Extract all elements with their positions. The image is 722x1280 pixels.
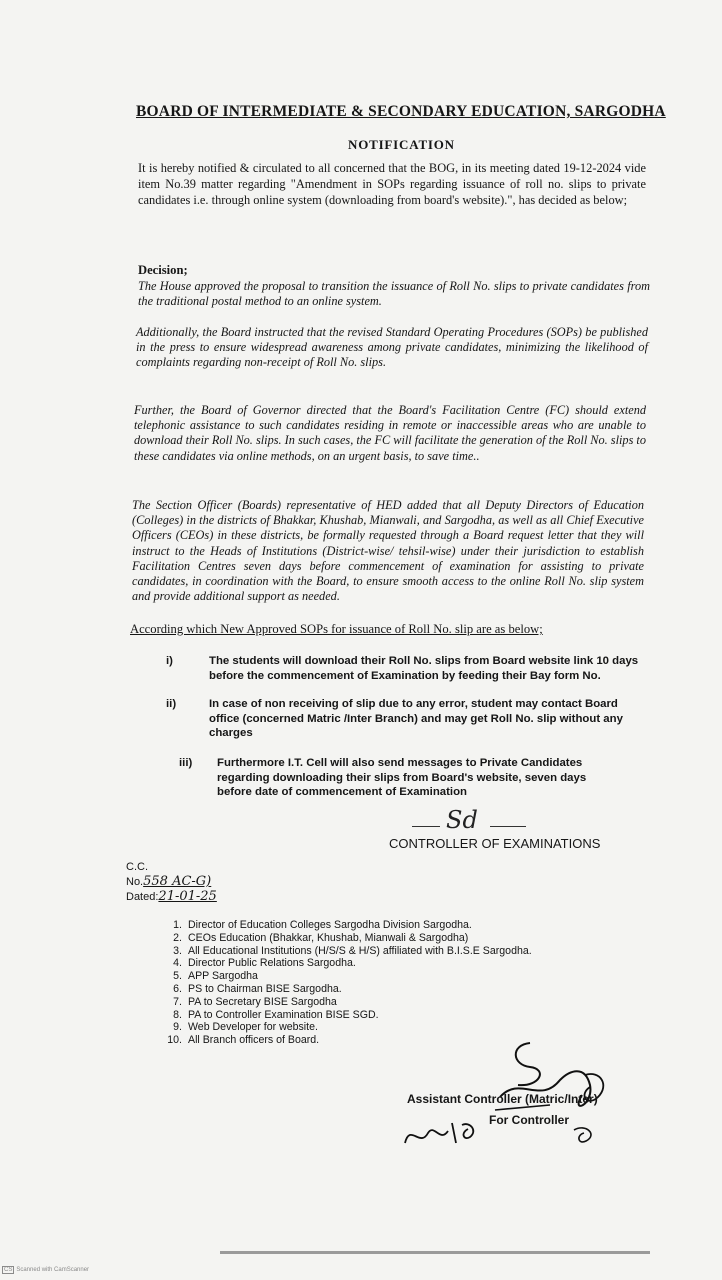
- sop-number: i): [166, 655, 173, 667]
- cc-number: [126, 874, 211, 889]
- board-title: BOARD OF INTERMEDIATE & SECONDARY EDUCATION, SARGODHA: [136, 103, 666, 120]
- decision-paragraph: The Section Officer (Boards) representative of HED added that all Deputy Directors of Education (Colleges) in the districts of Bhakkar, Khushab, Mianwali, and Sargodha, as well as all Chief Executive Officers (CEOs) in these districts, be formally requested through a Board request letter that they will instruct to the Heads of Institutions (District-wise/ tehsil-wise) under their jurisdiction to establish Facilitation Centres seven days before commencement of examination for assisting to private candidates, in coordination with the Board, to ensure smooth access to the online Roll No. slip system and provide additional support as needed.: [132, 498, 644, 604]
- distribution-list: [160, 919, 532, 1047]
- list-item: 1. Director of Education Colleges Sargodha Division Sargodha.: [173, 919, 472, 931]
- assistant-controller: Assistant Controller (Matric/Inter): [407, 1092, 598, 1106]
- decision-heading: Decision;: [138, 263, 188, 277]
- cc-number-value: 558 AC-G): [143, 874, 212, 889]
- list-item: 9. Web Developer for website.: [173, 1021, 318, 1034]
- list-item: 5. APP Sargodha: [173, 970, 258, 983]
- cc-date-value: 21-01-25: [158, 889, 217, 904]
- intro-paragraph: It is hereby notified & circulated to all concerned that the BOG, in its meeting dated 19-12-2024 vide item No.39 matter regarding "Amendment in SOPs regarding issuance of roll no. slips to private candidates i.e. through online system (downloading from board's website).", has decided as below;: [138, 161, 646, 207]
- list-item: 10. All Branch officers of Board.: [167, 1034, 320, 1047]
- sop-text: In case of non receiving of slip due to any error, student may contact Board office (concerned Matric /Inter Branch) and may get Roll No. slip without any charges: [209, 698, 623, 739]
- list-item: 7. PA to Secretary BISE Sargodha: [173, 995, 337, 1008]
- sop-number: ii): [166, 698, 177, 710]
- camscanner-logo-icon: CS: [4, 1267, 13, 1273]
- sop-text: The students will download their Roll No. slips from Board website link 10 days before the commencement of Examination by feeding their Bay form No.: [209, 655, 639, 682]
- decision-paragraph: Additionally, the Board instructed that the revised Standard Operating Procedures (SOPs) be published in the press to ensure widespread awareness among private candidates, minimizing the likelihood of complaints regarding non-receipt of Roll No. slips.: [136, 325, 648, 370]
- cc-label: C.C.: [126, 861, 148, 873]
- list-item: 3. All Educational Institutions (H/S/S & H/S) affiliated with B.I.S.E Sargodha.: [173, 944, 532, 957]
- list-item: 2. CEOs Education (Bhakkar, Khushab, Mianwali & Sargodha): [173, 931, 469, 944]
- signature-dash: [412, 826, 440, 827]
- list-item: 6. PS to Chairman BISE Sargodha.: [173, 982, 342, 995]
- sop-number: iii): [179, 757, 193, 769]
- decision-paragraph: The House approved the proposal to transition the issuance of Roll No. slips to private candidates from the traditional postal method to an online system.: [138, 279, 650, 309]
- list-item: 4. Director Public Relations Sargodha.: [173, 957, 356, 970]
- cc-number-label: No.: [126, 876, 144, 888]
- signature-sd: Sd: [446, 806, 478, 834]
- notification-heading: NOTIFICATION: [348, 137, 455, 152]
- sop-text: Furthermore I.T. Cell will also send messages to Private Candidates regarding downloading their slips from Board's website, seven days before date of commencement of Examination: [217, 757, 587, 798]
- for-controller: For Controller: [489, 1113, 569, 1127]
- page-bottom-edge: [220, 1251, 650, 1254]
- cc-date-label: Dated:: [126, 891, 159, 903]
- cc-date: [126, 889, 217, 904]
- sops-intro-line: According which New Approved SOPs for issuance of Roll No. slip are as below;: [130, 622, 543, 636]
- scanner-watermark: CS Scanned with CamScanner: [4, 1267, 90, 1273]
- urdu-signature-icon: [400, 1113, 490, 1153]
- list-item: 8. PA to Controller Examination BISE SGD.: [173, 1008, 379, 1021]
- decision-paragraph: Further, the Board of Governor directed that the Board's Facilitation Centre (FC) should extend telephonic assistance to such candidates residing in remote or inaccessible areas who are unable to download their Roll No. slips. In such cases, the FC will facilitate the generation of the Roll No. slips to these candidates via online methods, on an urgent basis, to save time..: [134, 403, 647, 463]
- signature-dash: [490, 826, 526, 827]
- controller-designation: CONTROLLER OF EXAMINATIONS: [389, 836, 601, 851]
